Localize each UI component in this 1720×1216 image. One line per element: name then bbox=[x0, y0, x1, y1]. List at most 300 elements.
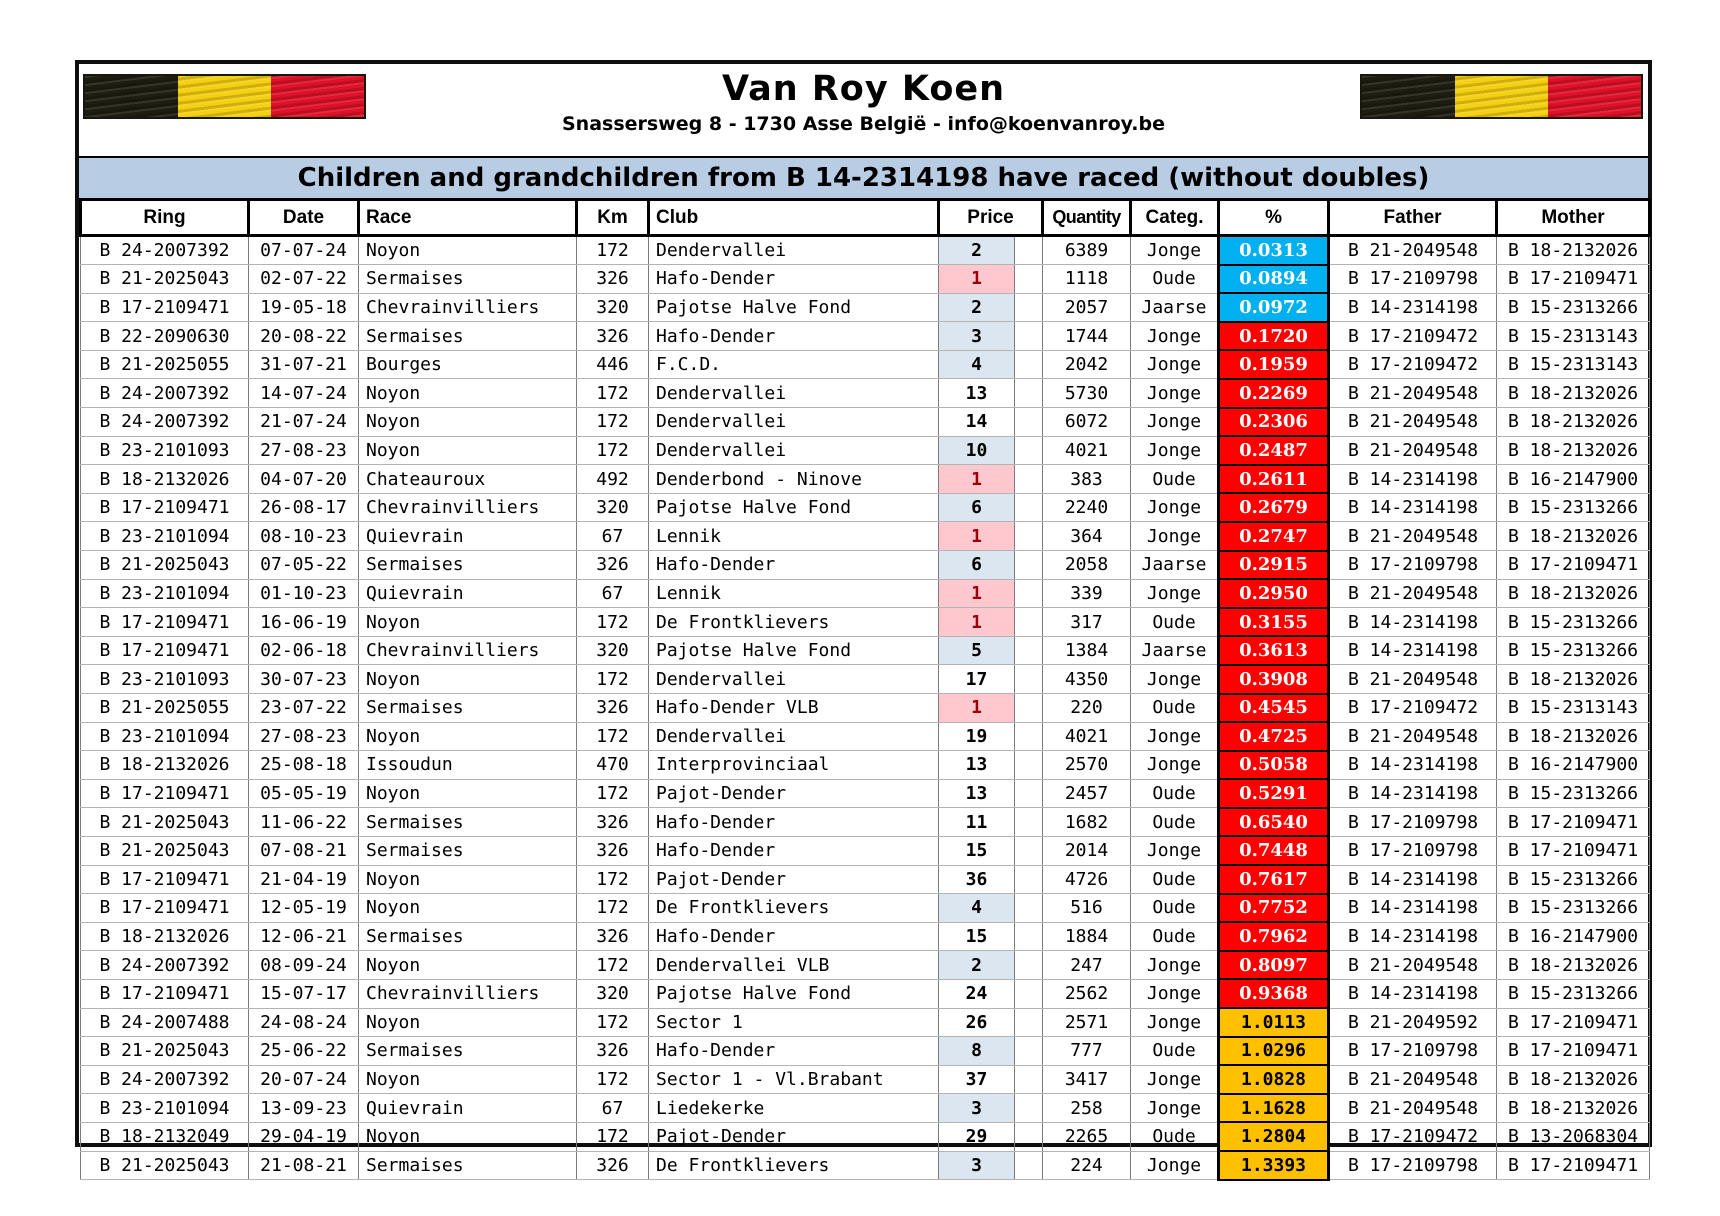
result-row bbox=[81, 1037, 1650, 1066]
ring-cell: B 24-2007488 bbox=[81, 1008, 249, 1037]
price-cell: 3 bbox=[939, 1094, 1015, 1123]
race-cell: Noyon bbox=[359, 1122, 577, 1151]
price-cell: 14 bbox=[939, 408, 1015, 437]
club-cell: Hafo-Dender bbox=[649, 1037, 939, 1066]
mother-cell: B 15-2313143 bbox=[1497, 694, 1650, 723]
mother-cell: B 15-2313266 bbox=[1497, 293, 1650, 322]
km-cell: 172 bbox=[577, 436, 649, 465]
categ-cell: Jonge bbox=[1131, 951, 1219, 980]
km-cell: 320 bbox=[577, 493, 649, 522]
mother-cell: B 15-2313143 bbox=[1497, 322, 1650, 351]
father-cell: B 17-2109798 bbox=[1329, 1151, 1497, 1180]
quantity-cell: 317 bbox=[1043, 608, 1131, 637]
pct-cell: 0.2306 bbox=[1219, 408, 1329, 437]
father-cell: B 14-2314198 bbox=[1329, 465, 1497, 494]
mother-cell: B 17-2109471 bbox=[1497, 1037, 1650, 1066]
km-cell: 326 bbox=[577, 836, 649, 865]
categ-cell: Jonge bbox=[1131, 379, 1219, 408]
mother-cell: B 18-2132026 bbox=[1497, 722, 1650, 751]
quantity-cell: 1118 bbox=[1043, 265, 1131, 294]
km-cell: 172 bbox=[577, 722, 649, 751]
mother-cell: B 15-2313266 bbox=[1497, 779, 1650, 808]
mother-cell: B 18-2132026 bbox=[1497, 579, 1650, 608]
date-cell: 12-06-21 bbox=[249, 922, 359, 951]
father-cell: B 17-2109472 bbox=[1329, 350, 1497, 379]
date-cell: 02-07-22 bbox=[249, 265, 359, 294]
categ-cell: Oude bbox=[1131, 1037, 1219, 1066]
father-cell: B 14-2314198 bbox=[1329, 608, 1497, 637]
results-table bbox=[79, 198, 1651, 1181]
ring-cell: B 17-2109471 bbox=[81, 493, 249, 522]
price-cell: 13 bbox=[939, 379, 1015, 408]
address-line: Snassersweg 8 - 1730 Asse België - info@koenvanroy.be bbox=[562, 112, 1165, 135]
race-cell: Sermaises bbox=[359, 551, 577, 580]
result-row bbox=[81, 265, 1650, 294]
spacer-cell bbox=[1015, 1008, 1043, 1037]
categ-cell: Jonge bbox=[1131, 1008, 1219, 1037]
km-cell: 326 bbox=[577, 265, 649, 294]
price-cell: 1 bbox=[939, 465, 1015, 494]
club-cell: De Frontklievers bbox=[649, 1151, 939, 1180]
father-cell: B 21-2049548 bbox=[1329, 1094, 1497, 1123]
price-cell: 17 bbox=[939, 665, 1015, 694]
pct-cell: 0.0894 bbox=[1219, 265, 1329, 294]
km-cell: 172 bbox=[577, 1008, 649, 1037]
ring-cell: B 18-2132026 bbox=[81, 465, 249, 494]
km-cell: 172 bbox=[577, 1065, 649, 1094]
pct-cell: 0.4725 bbox=[1219, 722, 1329, 751]
result-row bbox=[81, 350, 1650, 379]
column-header-date: Date bbox=[249, 200, 359, 236]
ring-cell: B 21-2025043 bbox=[81, 1151, 249, 1180]
race-cell: Sermaises bbox=[359, 1037, 577, 1066]
mother-cell: B 17-2109471 bbox=[1497, 836, 1650, 865]
spacer-cell bbox=[1015, 551, 1043, 580]
ring-cell: B 23-2101093 bbox=[81, 436, 249, 465]
column-header-categ: Categ. bbox=[1131, 200, 1219, 236]
price-cell: 10 bbox=[939, 436, 1015, 465]
club-cell: Pajotse Halve Fond bbox=[649, 636, 939, 665]
km-cell: 172 bbox=[577, 951, 649, 980]
race-cell: Sermaises bbox=[359, 808, 577, 837]
father-cell: B 21-2049592 bbox=[1329, 1008, 1497, 1037]
father-cell: B 14-2314198 bbox=[1329, 865, 1497, 894]
categ-cell: Oude bbox=[1131, 779, 1219, 808]
categ-cell: Oude bbox=[1131, 808, 1219, 837]
club-cell: Pajot-Dender bbox=[649, 779, 939, 808]
pct-cell: 0.2950 bbox=[1219, 579, 1329, 608]
km-cell: 172 bbox=[577, 779, 649, 808]
pct-cell: 1.0113 bbox=[1219, 1008, 1329, 1037]
quantity-cell: 220 bbox=[1043, 694, 1131, 723]
price-cell: 15 bbox=[939, 922, 1015, 951]
quantity-cell: 6389 bbox=[1043, 236, 1131, 265]
km-cell: 320 bbox=[577, 636, 649, 665]
quantity-cell: 258 bbox=[1043, 1094, 1131, 1123]
ring-cell: B 18-2132049 bbox=[81, 1122, 249, 1151]
race-cell: Chevrainvilliers bbox=[359, 293, 577, 322]
club-cell: Interprovinciaal bbox=[649, 751, 939, 780]
categ-cell: Oude bbox=[1131, 694, 1219, 723]
date-cell: 02-06-18 bbox=[249, 636, 359, 665]
father-cell: B 17-2109472 bbox=[1329, 322, 1497, 351]
mother-cell: B 15-2313266 bbox=[1497, 493, 1650, 522]
km-cell: 172 bbox=[577, 236, 649, 265]
pct-cell: 0.9368 bbox=[1219, 979, 1329, 1008]
club-cell: Pajot-Dender bbox=[649, 1122, 939, 1151]
father-cell: B 14-2314198 bbox=[1329, 979, 1497, 1008]
result-row bbox=[81, 751, 1650, 780]
km-cell: 326 bbox=[577, 551, 649, 580]
spacer-cell bbox=[1015, 322, 1043, 351]
spacer-cell bbox=[1015, 979, 1043, 1008]
ring-cell: B 21-2025055 bbox=[81, 350, 249, 379]
father-cell: B 17-2109798 bbox=[1329, 808, 1497, 837]
categ-cell: Jonge bbox=[1131, 979, 1219, 1008]
km-cell: 326 bbox=[577, 1151, 649, 1180]
spacer-cell bbox=[1015, 493, 1043, 522]
ring-cell: B 24-2007392 bbox=[81, 408, 249, 437]
race-cell: Issoudun bbox=[359, 751, 577, 780]
mother-cell: B 18-2132026 bbox=[1497, 665, 1650, 694]
club-cell: Dendervallei bbox=[649, 379, 939, 408]
km-cell: 172 bbox=[577, 865, 649, 894]
result-row bbox=[81, 636, 1650, 665]
father-cell: B 14-2314198 bbox=[1329, 779, 1497, 808]
race-cell: Noyon bbox=[359, 236, 577, 265]
club-cell: Dendervallei bbox=[649, 722, 939, 751]
categ-cell: Oude bbox=[1131, 1122, 1219, 1151]
categ-cell: Jonge bbox=[1131, 236, 1219, 265]
categ-cell: Oude bbox=[1131, 865, 1219, 894]
ring-cell: B 24-2007392 bbox=[81, 379, 249, 408]
mother-cell: B 13-2068304 bbox=[1497, 1122, 1650, 1151]
ring-cell: B 17-2109471 bbox=[81, 894, 249, 923]
result-row bbox=[81, 665, 1650, 694]
quantity-cell: 2570 bbox=[1043, 751, 1131, 780]
km-cell: 326 bbox=[577, 808, 649, 837]
quantity-cell: 6072 bbox=[1043, 408, 1131, 437]
club-cell: Lennik bbox=[649, 579, 939, 608]
categ-cell: Jonge bbox=[1131, 1065, 1219, 1094]
quantity-cell: 2265 bbox=[1043, 1122, 1131, 1151]
spacer-cell bbox=[1015, 265, 1043, 294]
club-cell: Liedekerke bbox=[649, 1094, 939, 1123]
pct-cell: 0.1720 bbox=[1219, 322, 1329, 351]
ring-cell: B 23-2101094 bbox=[81, 579, 249, 608]
result-row bbox=[81, 522, 1650, 551]
race-cell: Sermaises bbox=[359, 694, 577, 723]
pct-cell: 0.7752 bbox=[1219, 894, 1329, 923]
mother-cell: B 15-2313266 bbox=[1497, 608, 1650, 637]
race-cell: Noyon bbox=[359, 1008, 577, 1037]
pct-cell: 0.2487 bbox=[1219, 436, 1329, 465]
race-cell: Noyon bbox=[359, 379, 577, 408]
date-cell: 21-04-19 bbox=[249, 865, 359, 894]
categ-cell: Oude bbox=[1131, 465, 1219, 494]
quantity-cell: 2014 bbox=[1043, 836, 1131, 865]
father-cell: B 17-2109472 bbox=[1329, 694, 1497, 723]
club-cell: Sector 1 - Vl.Brabant bbox=[649, 1065, 939, 1094]
km-cell: 67 bbox=[577, 579, 649, 608]
spacer-cell bbox=[1015, 293, 1043, 322]
quantity-cell: 2057 bbox=[1043, 293, 1131, 322]
categ-cell: Oude bbox=[1131, 265, 1219, 294]
father-cell: B 21-2049548 bbox=[1329, 408, 1497, 437]
ring-cell: B 17-2109471 bbox=[81, 865, 249, 894]
mother-cell: B 17-2109471 bbox=[1497, 1008, 1650, 1037]
spacer-cell bbox=[1015, 579, 1043, 608]
ring-cell: B 23-2101094 bbox=[81, 722, 249, 751]
father-cell: B 14-2314198 bbox=[1329, 922, 1497, 951]
mother-cell: B 15-2313266 bbox=[1497, 636, 1650, 665]
pct-cell: 0.5291 bbox=[1219, 779, 1329, 808]
race-cell: Noyon bbox=[359, 1065, 577, 1094]
price-cell: 13 bbox=[939, 779, 1015, 808]
quantity-cell: 516 bbox=[1043, 894, 1131, 923]
club-cell: Hafo-Dender bbox=[649, 922, 939, 951]
price-cell: 1 bbox=[939, 608, 1015, 637]
price-cell: 6 bbox=[939, 551, 1015, 580]
quantity-cell: 1384 bbox=[1043, 636, 1131, 665]
spacer-cell bbox=[1015, 865, 1043, 894]
pct-cell: 0.2269 bbox=[1219, 379, 1329, 408]
spacer-cell bbox=[1015, 779, 1043, 808]
date-cell: 31-07-21 bbox=[249, 350, 359, 379]
race-cell: Quievrain bbox=[359, 579, 577, 608]
date-cell: 07-05-22 bbox=[249, 551, 359, 580]
pct-cell: 1.1628 bbox=[1219, 1094, 1329, 1123]
spacer-cell bbox=[1015, 1122, 1043, 1151]
date-cell: 19-05-18 bbox=[249, 293, 359, 322]
mother-cell: B 18-2132026 bbox=[1497, 236, 1650, 265]
price-cell: 13 bbox=[939, 751, 1015, 780]
quantity-cell: 1682 bbox=[1043, 808, 1131, 837]
mother-cell: B 18-2132026 bbox=[1497, 408, 1650, 437]
km-cell: 326 bbox=[577, 922, 649, 951]
price-cell: 4 bbox=[939, 894, 1015, 923]
father-cell: B 21-2049548 bbox=[1329, 522, 1497, 551]
quantity-cell: 224 bbox=[1043, 1151, 1131, 1180]
quantity-cell: 5730 bbox=[1043, 379, 1131, 408]
result-row bbox=[81, 1008, 1650, 1037]
mother-cell: B 18-2132026 bbox=[1497, 522, 1650, 551]
date-cell: 25-06-22 bbox=[249, 1037, 359, 1066]
race-cell: Sermaises bbox=[359, 322, 577, 351]
belgian-flag-icon bbox=[1360, 74, 1643, 119]
race-cell: Noyon bbox=[359, 951, 577, 980]
club-cell: Dendervallei bbox=[649, 436, 939, 465]
father-cell: B 17-2109798 bbox=[1329, 265, 1497, 294]
quantity-cell: 2042 bbox=[1043, 350, 1131, 379]
mother-cell: B 16-2147900 bbox=[1497, 751, 1650, 780]
date-cell: 20-08-22 bbox=[249, 322, 359, 351]
mother-cell: B 15-2313266 bbox=[1497, 865, 1650, 894]
result-row bbox=[81, 922, 1650, 951]
categ-cell: Jonge bbox=[1131, 522, 1219, 551]
result-row bbox=[81, 722, 1650, 751]
race-cell: Noyon bbox=[359, 722, 577, 751]
ring-cell: B 24-2007392 bbox=[81, 236, 249, 265]
date-cell: 05-05-19 bbox=[249, 779, 359, 808]
pct-cell: 0.0313 bbox=[1219, 236, 1329, 265]
father-cell: B 21-2049548 bbox=[1329, 951, 1497, 980]
race-cell: Sermaises bbox=[359, 836, 577, 865]
result-row bbox=[81, 465, 1650, 494]
club-cell: Hafo-Dender bbox=[649, 808, 939, 837]
mother-cell: B 18-2132026 bbox=[1497, 1065, 1650, 1094]
quantity-cell: 2562 bbox=[1043, 979, 1131, 1008]
mother-cell: B 17-2109471 bbox=[1497, 265, 1650, 294]
price-cell: 1 bbox=[939, 694, 1015, 723]
categ-cell: Jonge bbox=[1131, 408, 1219, 437]
race-cell: Sermaises bbox=[359, 922, 577, 951]
club-cell: Dendervallei bbox=[649, 665, 939, 694]
club-cell: Dendervallei VLB bbox=[649, 951, 939, 980]
mother-cell: B 17-2109471 bbox=[1497, 1151, 1650, 1180]
spacer-cell bbox=[1015, 751, 1043, 780]
quantity-cell: 2240 bbox=[1043, 493, 1131, 522]
date-cell: 11-06-22 bbox=[249, 808, 359, 837]
price-cell: 29 bbox=[939, 1122, 1015, 1151]
quantity-cell: 4021 bbox=[1043, 722, 1131, 751]
price-cell: 6 bbox=[939, 493, 1015, 522]
masthead bbox=[79, 68, 1648, 156]
km-cell: 326 bbox=[577, 322, 649, 351]
result-row bbox=[81, 379, 1650, 408]
club-cell: Pajotse Halve Fond bbox=[649, 293, 939, 322]
date-cell: 29-04-19 bbox=[249, 1122, 359, 1151]
pct-cell: 1.2804 bbox=[1219, 1122, 1329, 1151]
race-cell: Noyon bbox=[359, 865, 577, 894]
club-cell: Pajot-Dender bbox=[649, 865, 939, 894]
categ-cell: Jonge bbox=[1131, 493, 1219, 522]
price-cell: 8 bbox=[939, 1037, 1015, 1066]
date-cell: 26-08-17 bbox=[249, 493, 359, 522]
price-cell: 11 bbox=[939, 808, 1015, 837]
mother-cell: B 17-2109471 bbox=[1497, 551, 1650, 580]
km-cell: 320 bbox=[577, 293, 649, 322]
categ-cell: Jonge bbox=[1131, 722, 1219, 751]
column-header-race: Race bbox=[359, 200, 577, 236]
result-row bbox=[81, 808, 1650, 837]
spacer-cell bbox=[1015, 1151, 1043, 1180]
report-banner: Children and grandchildren from B 14-2314198 have raced (without doubles) bbox=[79, 156, 1648, 198]
mother-cell: B 16-2147900 bbox=[1497, 922, 1650, 951]
result-row bbox=[81, 694, 1650, 723]
result-row bbox=[81, 579, 1650, 608]
spacer-cell bbox=[1015, 436, 1043, 465]
categ-cell: Oude bbox=[1131, 608, 1219, 637]
mother-cell: B 16-2147900 bbox=[1497, 465, 1650, 494]
result-row bbox=[81, 608, 1650, 637]
club-cell: Denderbond - Ninove bbox=[649, 465, 939, 494]
race-cell: Chevrainvilliers bbox=[359, 979, 577, 1008]
column-header-%: % bbox=[1219, 200, 1329, 236]
spacer-cell bbox=[1015, 722, 1043, 751]
categ-cell: Jonge bbox=[1131, 751, 1219, 780]
price-cell: 15 bbox=[939, 836, 1015, 865]
spacer-cell bbox=[1015, 951, 1043, 980]
date-cell: 30-07-23 bbox=[249, 665, 359, 694]
mother-cell: B 18-2132026 bbox=[1497, 436, 1650, 465]
categ-cell: Jonge bbox=[1131, 579, 1219, 608]
categ-cell: Jonge bbox=[1131, 322, 1219, 351]
spacer-cell bbox=[1015, 836, 1043, 865]
quantity-cell: 2457 bbox=[1043, 779, 1131, 808]
price-cell: 2 bbox=[939, 293, 1015, 322]
ring-cell: B 21-2025043 bbox=[81, 1037, 249, 1066]
race-cell: Quievrain bbox=[359, 1094, 577, 1123]
ring-cell: B 17-2109471 bbox=[81, 293, 249, 322]
price-cell: 1 bbox=[939, 579, 1015, 608]
club-cell: Sector 1 bbox=[649, 1008, 939, 1037]
race-cell: Chevrainvilliers bbox=[359, 493, 577, 522]
ring-cell: B 17-2109471 bbox=[81, 636, 249, 665]
result-row bbox=[81, 836, 1650, 865]
father-cell: B 17-2109798 bbox=[1329, 836, 1497, 865]
race-cell: Noyon bbox=[359, 779, 577, 808]
quantity-cell: 4726 bbox=[1043, 865, 1131, 894]
categ-cell: Jonge bbox=[1131, 1094, 1219, 1123]
father-cell: B 21-2049548 bbox=[1329, 436, 1497, 465]
result-row bbox=[81, 1094, 1650, 1123]
result-row bbox=[81, 1122, 1650, 1151]
father-cell: B 21-2049548 bbox=[1329, 379, 1497, 408]
father-cell: B 17-2109472 bbox=[1329, 1122, 1497, 1151]
date-cell: 12-05-19 bbox=[249, 894, 359, 923]
price-cell: 3 bbox=[939, 322, 1015, 351]
father-cell: B 14-2314198 bbox=[1329, 636, 1497, 665]
km-cell: 326 bbox=[577, 694, 649, 723]
spacer-cell bbox=[1015, 350, 1043, 379]
date-cell: 13-09-23 bbox=[249, 1094, 359, 1123]
km-cell: 172 bbox=[577, 1122, 649, 1151]
pct-cell: 0.5058 bbox=[1219, 751, 1329, 780]
pct-cell: 0.7448 bbox=[1219, 836, 1329, 865]
categ-cell: Jonge bbox=[1131, 836, 1219, 865]
ring-cell: B 23-2101094 bbox=[81, 1094, 249, 1123]
categ-cell: Jaarse bbox=[1131, 636, 1219, 665]
categ-cell: Jaarse bbox=[1131, 551, 1219, 580]
race-cell: Noyon bbox=[359, 894, 577, 923]
father-cell: B 21-2049548 bbox=[1329, 1065, 1497, 1094]
km-cell: 172 bbox=[577, 665, 649, 694]
mother-cell: B 15-2313143 bbox=[1497, 350, 1650, 379]
spacer-cell bbox=[1015, 1037, 1043, 1066]
result-row bbox=[81, 1151, 1650, 1180]
race-cell: Sermaises bbox=[359, 265, 577, 294]
pct-cell: 0.2679 bbox=[1219, 493, 1329, 522]
pct-cell: 0.8097 bbox=[1219, 951, 1329, 980]
race-cell: Bourges bbox=[359, 350, 577, 379]
spacer-cell bbox=[1015, 922, 1043, 951]
father-cell: B 14-2314198 bbox=[1329, 894, 1497, 923]
ring-cell: B 21-2025043 bbox=[81, 836, 249, 865]
result-row bbox=[81, 865, 1650, 894]
date-cell: 23-07-22 bbox=[249, 694, 359, 723]
father-cell: B 14-2314198 bbox=[1329, 293, 1497, 322]
km-cell: 172 bbox=[577, 408, 649, 437]
spacer-cell bbox=[1015, 1065, 1043, 1094]
price-cell: 5 bbox=[939, 636, 1015, 665]
race-cell: Noyon bbox=[359, 408, 577, 437]
spacer-cell bbox=[1015, 636, 1043, 665]
pct-cell: 0.2915 bbox=[1219, 551, 1329, 580]
column-header-price: Price bbox=[939, 200, 1043, 236]
column-header-club: Club bbox=[649, 200, 939, 236]
pct-cell: 0.0972 bbox=[1219, 293, 1329, 322]
